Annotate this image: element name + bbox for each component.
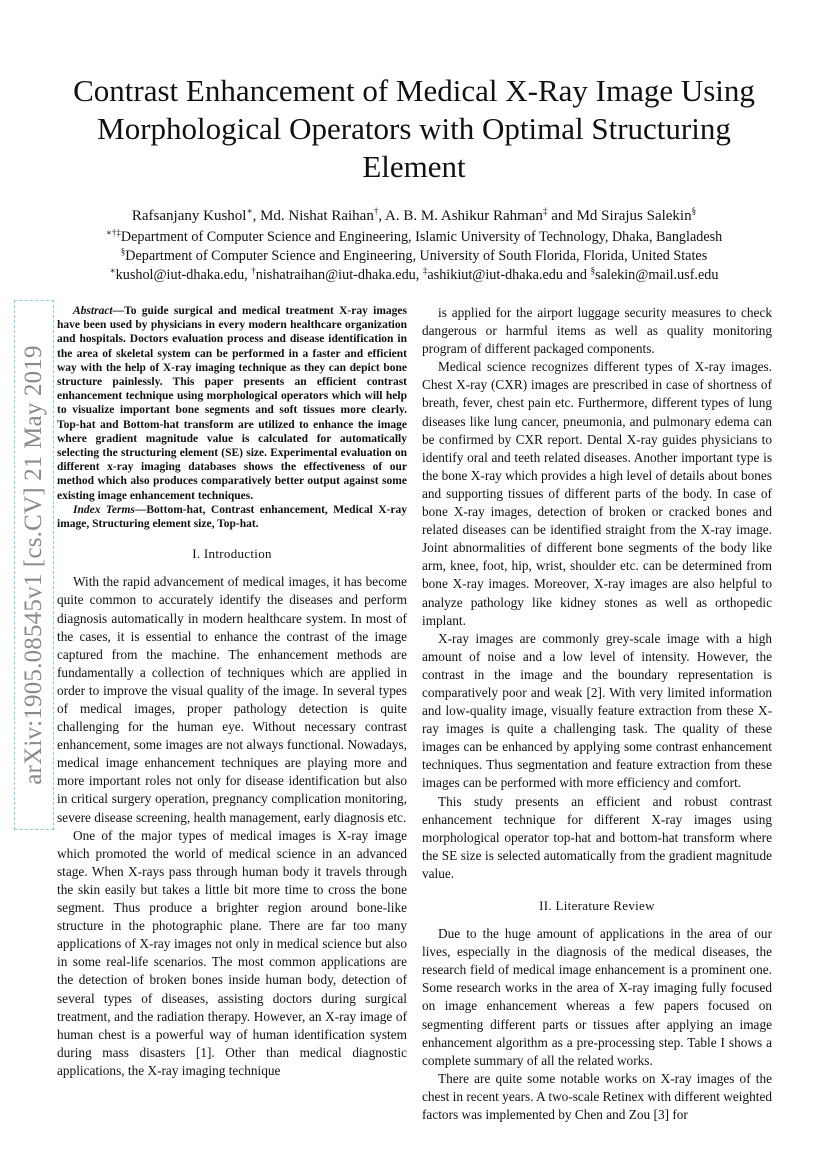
left-body (57, 573, 407, 1080)
author-names: Rafsanjany Kushol∗, Md. Nishat Raihan†, A. B. M. Ashikur Rahman‡ and Md Sirajus Salekin§ (131, 206, 697, 224)
abstract-text: —To guide surgical and medical treatment X-ray images have been used by physicians in every modern healthcare organization and hospitals. Doctors evaluation process and disease identification in the area of skeletal system can be performed in a faster and efficient way with the help of X-ray imaging technique as they can depict bone structure painlessly. This paper presents an efficient contrast enhancement technique using morphological operators which will help to visualize important bone segments and soft tissues more clearly. Top-hat and Bottom-hat transform are utilized to enhance the image where gradient magnitude value is calculated for automatically selecting the structuring element (SE) size. Experimental evaluation on different x-ray imaging databases shows the effectiveness of our method which also produces comparatively better output against some existing image enhancement techniques. (57, 305, 407, 502)
abstract (57, 304, 407, 531)
body-paragraph: This study presents an efficient and robust contrast enhancement technique for different X-ray images using morphological operator top-hat and bottom-hat transform where the SE size is selected automatically from the gradient magnitude value. (422, 793, 772, 881)
affiliation-1: ∗†‡Department of Computer Science and Engineering, Islamic University of Technology, Dhaka, Bangladesh (105, 227, 723, 245)
left-column (57, 304, 407, 1080)
body-paragraph: Medical science recognizes different types of X-ray images. Chest X-ray (CXR) images are prescribed in case of shortness of breath, fever, chest pain etc. Furthermore, different types of lung diseases like lung cancer, pneumonia, and pulmonary edema can be confirmed by CXR report. Dental X-ray guides physicians to identify oral and teeth related diseases. Another important type is the bone X-ray which provides a high level of details about bones and supporting tissues of different parts of the body. In case of bone X-ray images, detection of broken or cracked bones and related diseases can be identified straight from the X-ray image. Joint abnormalities of different bone segments of the body like arm, knee, foot, hip, wrist, shoulder etc. can be determined from bone X-ray images. Moreover, X-ray images are also helpful to analyze pathology like kidney stones as well as orthopedic implant. (422, 359, 772, 628)
abstract-label: Abstract (73, 305, 113, 317)
right-column (422, 304, 772, 1124)
index-terms-label: Index Terms (73, 503, 135, 516)
right-body-bottom (422, 925, 772, 1124)
body-paragraph: One of the major types of medical images is X-ray image which promoted the world of medical science in an advanced stage. When X-rays pass through human body it travels through the skin easily but takes a little bit more time to cross the bone segment. Thus produce a brighter region around bone-like structure in the photographic plane. There are far too many applications of X-ray images not only in medical science but also in some real-life scenarios. The most common applications are the detection of broken bones inside human body, detection of several types of diseases, assisting doctors during surgical treatment, and the radiation therapy. However, an X-ray image of human chest is a powerful way of human identification system during mass disasters [1]. Other than medical diagnostic applications, the X-ray imaging technique (57, 827, 407, 1078)
author-block (60, 207, 768, 285)
body-paragraph: is applied for the airport luggage security measures to check dangerous or harmful items as well as quality monitoring program of different packaged components. (422, 305, 772, 357)
body-paragraph: X-ray images are commonly grey-scale image with a high amount of noise and a low level of intensity. However, the contrast in the image and the boundary representation is comparatively poor and weak [2]. With very limited information and low-quality image, visually feature extraction from these X-ray images is quite a challenging task. The quality of these images can be enhanced by applying some contrast enhancement techniques. Thus segmentation and feature extraction from these images can be performed with more efficiency and comfort. (422, 630, 772, 791)
arxiv-identifier-text: arXiv:1905.08545v1 [cs.CV] 21 May 2019 (20, 345, 47, 785)
section-heading-literature-review: II. Literature Review (539, 898, 655, 913)
body-paragraph: With the rapid advancement of medical images, it has become quite common to accurately identify the diseases and perform diagnosis automatically in modern healthcare system. In most of the cases, it is essential to enhance the contrast of the image captured from the machine. The enhancement methods are fundamentally a collection of techniques which are applied in order to improve the visual quality of the image. In several types of medical images, proper pathology detection is quite challenging for the human eye. Without necessary contrast enhancement, some images are not always functional. Nowadays, medical image enhancement techniques are playing more and more important roles not only for disease identification but also in critical surgery operation, pregnancy complication monitoring, severe disease screening, health management, early diagnosis etc. (57, 574, 407, 825)
body-paragraph: Due to the huge amount of applications in the area of our lives, especially in the diagnosis of the medical diseases, the research field of medical image enhancement is a prominent one. Some research works in the area of X-ray imaging fully focused on image enhancement whereas a few papers focused on segmenting different parts or tissues after applying an image enhancement algorithm as a pre-processing step. Table I shows a complete summary of all the related works. (422, 926, 772, 1068)
right-body-top (422, 304, 772, 883)
affiliation-2: §Department of Computer Science and Engineering, University of South Florida, Florida, United States (120, 246, 708, 264)
paper-title: Contrast Enhancement of Medical X-Ray Image Using Morphological Operators with Optimal Structuring Element (73, 73, 755, 184)
section-heading-introduction: I. Introduction (192, 546, 272, 562)
index-terms-text: —Bottom-hat, Contrast enhancement, Medical X-ray image, Structuring element size, Top-hat. (57, 503, 407, 531)
author-emails: ∗kushol@iut-dhaka.edu, †nishatraihan@iut-dhaka.edu, ‡ashikiut@iut-dhaka.edu and §salekin@mail.usf.edu (109, 265, 719, 283)
arxiv-side-identifier (14, 300, 54, 830)
body-paragraph: There are quite some notable works on X-ray images of the chest in recent years. A two-scale Retinex with different weighted factors was implemented by Chen and Zou [3] for (422, 1070, 772, 1123)
